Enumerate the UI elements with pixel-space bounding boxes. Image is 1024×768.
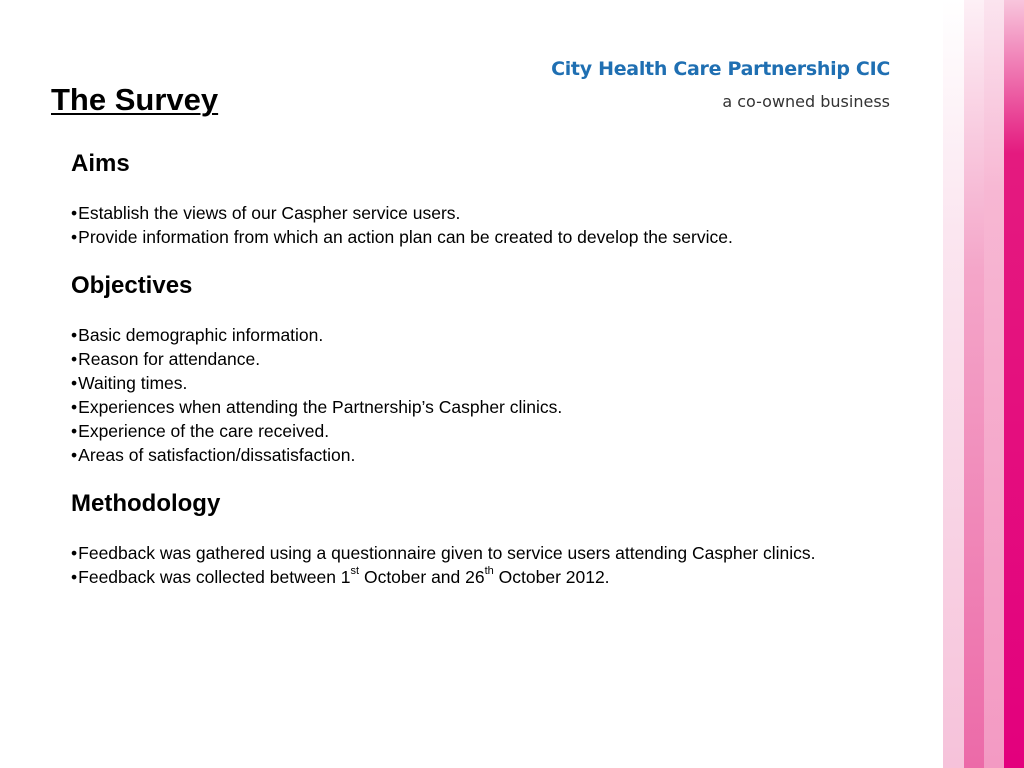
bullet-marker: • [71,349,78,369]
ordinal-suffix: th [484,565,494,578]
logo-tagline: a co-owned business [722,92,890,111]
bullet-marker: • [71,373,78,393]
bullet-text: Provide information from which an action plan can be created to develop the service. [78,227,733,247]
page-title: The Survey [51,82,219,117]
objectives-heading: Objectives [71,272,193,299]
list-item [71,443,931,467]
stripe [964,0,984,768]
list-item [71,225,931,249]
methodology-list [71,541,931,589]
list-item [71,419,931,443]
bullet-text: Feedback was gathered using a questionnaire given to service users attending Caspher clinics. [78,543,816,563]
bullet-marker: • [71,397,78,417]
bullet-marker: • [71,445,78,465]
methodology-heading: Methodology [71,490,221,517]
list-item [71,347,931,371]
logo-name: City Health Care Partnership CIC [551,58,890,80]
objectives-list [71,323,931,467]
bullet-marker: • [71,421,78,441]
bullet-marker: • [71,567,78,587]
bullet-text-ending: October 2012. [493,567,610,587]
list-item [71,323,931,347]
bullet-text: Establish the views of our Caspher service users. [78,203,461,223]
aims-list [71,201,931,249]
stripe [984,0,1004,768]
bullet-text: Reason for attendance. [78,349,261,369]
bullet-text-middle: October and 26 [359,567,485,587]
list-item [71,565,931,589]
bullet-text: Waiting times. [78,373,188,393]
stripe [1004,0,1024,768]
stripe [943,0,964,768]
decorative-stripes [943,0,1024,768]
bullet-text-prefix: Feedback was collected between 1 [78,567,351,587]
ordinal-suffix: st [350,565,360,578]
bullet-text: Experiences when attending the Partnership’s Caspher clinics. [78,397,563,417]
bullet-marker: • [71,227,78,247]
slide-content [71,148,931,589]
bullet-text: Experience of the care received. [78,421,330,441]
list-item [71,371,931,395]
aims-heading: Aims [71,150,130,177]
bullet-text: Areas of satisfaction/dissatisfaction. [78,445,356,465]
bullet-marker: • [71,325,78,345]
list-item [71,201,931,225]
list-item [71,395,931,419]
list-item [71,541,931,565]
bullet-marker: • [71,543,78,563]
bullet-marker: • [71,203,78,223]
bullet-text: Basic demographic information. [78,325,324,345]
